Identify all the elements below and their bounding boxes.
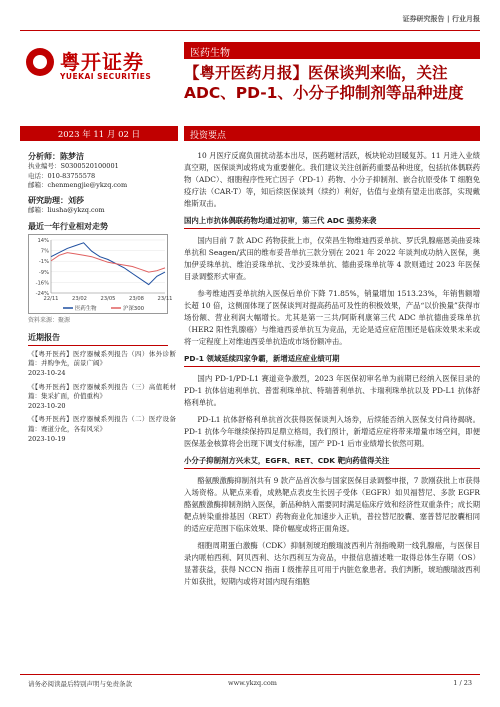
small-molecule-paragraph-2: 细胞周期蛋白激酶（CDK）抑制剂琥珀酸瑞波西利片剂指晚期一线乳腺癌，与医保目录内哌柏西利、阿贝西利、达尔西利互为竞品，中报信息描述唯一取得总体生存期（OS）显著获益，获得 NCCN 指南 I 级推荐且可用于内脏危象患者。我们判断，琥珀酸瑞波西利片如获批，短期内或将对国内现有细胞 (184, 541, 480, 586)
recent-report-title[interactable]: 《【粤开医药】医疗器械系列报告（三）高值耗材篇：集采扩面，价值重构》 (28, 382, 176, 400)
relative-performance-chart (28, 234, 173, 314)
footer-website[interactable]: www.ykzq.com (228, 679, 277, 687)
report-date: 2023 年 11 月 02 日 (20, 126, 178, 141)
analyst-license: 执业编号：S0300520100001 (28, 162, 119, 171)
intro-paragraph: 10 月医疗反腐负面扰动基本出尽，医药题材活跃，板块轮动回暖复苏。11 月进入业绩真空期，医保谈判或将成为重要催化。我们建议关注创新药重要品种进度，包括抗体偶联药物（ADC）、细胞程序性死亡因子（PD-1）药物、小分子抑制剂、嵌合抗原受体 T 细胞免疫疗法（CAR-T）等，知后续医保谈判（续约）利好，估值与业绩有望走出底部，实现戴维斯双击。 (184, 151, 480, 208)
y-tick-label: -16% (35, 280, 49, 287)
report-title: 【粤开医药月报】医保谈判来临，关注 ADC、PD-1、小分子抑制剂等品种进度 (184, 64, 464, 102)
assistant-email[interactable]: 邮箱：liusha@ykzq.com (28, 206, 105, 215)
adc-paragraph-2: 参考维迪西妥单抗纳入医保后单价下降 71.85%，销量增加 1513.23%，年销售额增长超 10 倍，这侧面体现了医保谈判对提高药品可及性的积极效果，产品“以价换量”获得市场份额、营业利润大幅增长。尤其是第一三共/阿斯利康第三代 ADC 单抗德曲妥珠单抗（HER2 阳性乳腺癌）与维迪西妥单抗互为竞品，无论是适应症范围还是临床效果未来或将一定程度上对维迪西妥单抗造成市场份额冲击。 (184, 289, 480, 346)
main-content (184, 150, 480, 593)
x-tick-label: 23/11 (157, 296, 173, 303)
series-line (51, 243, 165, 285)
recent-report-date: 2023-10-24 (28, 369, 66, 378)
industry-tag: 医药生物 (184, 42, 480, 59)
pd1-paragraph-2: PD-L1 抗体舒格利单抗首次获得医保谈判入场券，后续能否纳入医保支付尚待揭晓。PD-1 抗体今年继续保持四足鼎立格局，我们预计，新增适应症将带来增量市场空间，即便医保基金核算将会出现下调支付标准，国产 PD-1 后市业绩增长依然可期。 (184, 415, 480, 448)
chart-svg (29, 235, 173, 315)
x-tick-label: 23/05 (100, 296, 116, 303)
recent-reports-heading: 近期报告 (28, 333, 168, 345)
company-logo (26, 44, 161, 94)
footer-disclaimer: 请务必阅读最后特别声明与免责条款 (28, 680, 132, 688)
y-tick-label: 14% (37, 238, 49, 245)
footer-divider (20, 674, 480, 675)
logo-en-text: YUEKAI SECURITIES (60, 72, 152, 81)
legend-label: 沪深300 (123, 306, 145, 313)
chart-source: 资料来源：聚源 (28, 317, 71, 325)
section-title: 投资要点 (184, 126, 480, 141)
recent-report-date: 2023-10-20 (28, 402, 66, 411)
recent-report-date: 2023-10-19 (28, 435, 66, 444)
recent-report-title[interactable]: 《【粤开医药】医疗器械系列报告（四）体外诊断篇：并购争先，前景广阔》 (28, 349, 176, 367)
small-molecule-paragraph-1: 酪氨酸激酶抑制剂共有 9 款产品首次参与国家医保目录调整申报，7 款刚获批上市获得入场资格。从靶点来看，成熟靶点表皮生长因子受体（EGFR）如贝福替尼、多款 EGFR 酪氨酸激酶抑制剂纳入医保，新品种纳入需要同时满足临床疗效和经济性双重条件；成长期靶点转染重排基因（RET）药物商业化加速步入正轨，普拉替尼胶囊、塞普替尼胶囊相同的适应症范围下临床效果、降价幅度或将正面角逐。 (184, 476, 480, 533)
subheading-pd1: PD-1 领域延续四家争霸，新增适应症业绩可期 (184, 353, 480, 367)
subheading-adc: 国内上市抗体偶联药物均通过初审，第三代 ADC 强势来袭 (184, 215, 480, 229)
recent-report-item[interactable] (28, 350, 176, 379)
analyst-phone: 电话：010-83755578 (28, 171, 96, 180)
recent-report-item[interactable] (28, 383, 176, 412)
subheading-small-molecule: 小分子抑制剂方兴未艾，EGFR、RET、CDK 靶向药值得关注 (184, 455, 480, 469)
chart-title: 最近一年行业相对走势 (28, 221, 108, 231)
header-divider (20, 30, 480, 31)
pd1-paragraph-1: 国内 PD-1/PD-L1 赛道竞争激烈，2023 年医保初审名单为前期已经纳入医保目录的 PD-1 抗体信迪利单抗、普雷利珠单抗、特瑞普利单抗、卡瑞利珠单抗以及 PD-L1 抗体舒格利单抗。 (184, 374, 480, 407)
page-number: 1 / 23 (453, 679, 472, 687)
legend-label: 医药生物 (75, 306, 97, 313)
analyst-block (28, 152, 176, 190)
logo-cn-text: 粤开证券 (60, 50, 144, 74)
adc-paragraph-1: 国内目前 7 款 ADC 药物获批上市，仅荣昌生物维迪西妥单抗、罗氏乳腺癌恩美曲妥珠单抗和 Seagen/武田的维布妥昔单抗三款分别在 2021 年 2022 年谈判成功纳入医保，奥加伊妥珠单抗、维泊妥珠单抗、戈沙妥珠单抗、德曲妥珠单抗等 4 款则通过 2023 年医保目录调整形式审查。 (184, 236, 480, 281)
x-tick-label: 23/02 (72, 296, 87, 303)
assistant-block (28, 196, 176, 216)
y-tick-label: 7% (40, 248, 49, 255)
logo-mark-icon (26, 48, 54, 76)
series-line (51, 253, 165, 273)
assistant-name: 研究助理：刘莎 (28, 196, 84, 206)
y-tick-label: -24% (35, 291, 49, 298)
analyst-email[interactable]: 邮箱：chenmengjie@ykzq.com (28, 180, 128, 189)
x-tick-label: 22/11 (43, 296, 59, 303)
recent-report-title[interactable]: 《【粤开医药】医疗器械系列报告（二）医疗设备篇：赛道分化，各有风采》 (28, 415, 176, 433)
analyst-name: 分析师：陈梦洁 (28, 152, 84, 161)
x-tick-label: 23/08 (129, 296, 144, 303)
report-category-header: 证券研究报告 | 行业月报 (402, 15, 480, 23)
y-tick-label: -1% (38, 259, 49, 266)
sidebar (28, 152, 176, 444)
y-tick-label: -9% (38, 269, 49, 276)
recent-report-item[interactable] (28, 415, 176, 444)
